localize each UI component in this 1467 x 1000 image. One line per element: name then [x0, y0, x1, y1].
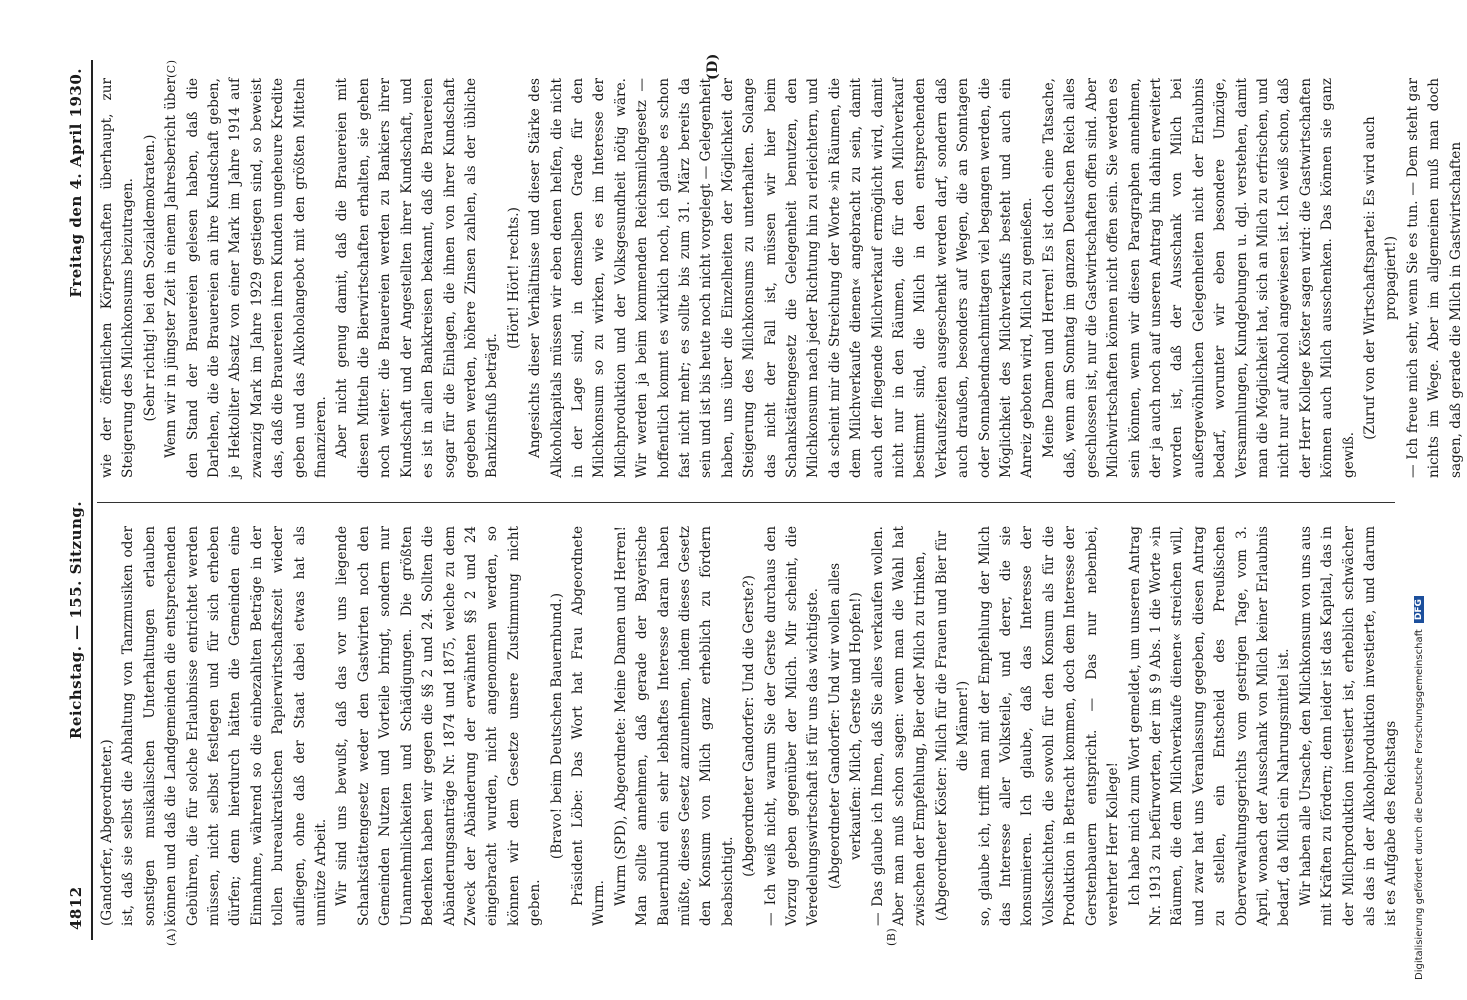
margin-marker-c: (C) — [165, 59, 178, 78]
paragraph: — Ich freue mich sehr, wenn Sie es tun. — Dem steht gar nichts im Wege. Aber im allgemeinen muß man doch sagen, daß gerade die Milch in Gastwirtschaften — [1404, 78, 1464, 478]
right-column — [97, 78, 1467, 478]
interjection: (Zuruf von der Wirtschaftspartei: Es wird auch propagiert!) — [1361, 116, 1400, 440]
margin-marker-a: (A) — [165, 927, 178, 946]
speaker-paragraph: Präsident Löbe: Das Wort hat Frau Abgeordnete Wurm. — [569, 526, 608, 926]
paragraph: Ich habe mich zum Wort gemeldet, um unseren Antrag Nr. 1913 zu befürworten, der im § 9 Abs. 1 die Worte »in Räumen, die dem Milchverkaufe dienen« streichen will, und zwar hat uns Veranlassung gegeben, diesen Antrag zu stellen, ein Entscheid des Preußischen Oberverwaltungsgerichts vom gestrigen Tage, vom 3. April, wonach der Ausschank von Milch keiner Erlaubnis bedarf, da Milch ein Nahrungsmittel ist. — [1126, 526, 1293, 926]
interjection: (Abgeordneter Köster: Milch für die Frauen und Bier für die Männer!) — [933, 530, 972, 922]
paragraph: Meine Damen und Herren! Es ist doch eine Tatsache, daß, wenn am Sonntag im ganzen Deutschen Reich alles geschlossen ist, nur die Gastwirtschaften offen sind. Aber Milchwirtschaften können nicht offen sein. Sie werden es sein können, wenn wir diesen Paragraphen annehmen, der ja auch noch auf unseren Antrag hin dahin erweitert worden ist, daß der Ausschank von Milch bei außergewöhnlichen Gelegenheiten nicht der Erlaubnis bedarf, worunter wir eben besondere Umzüge, Versammlungen, Kundgebungen u. dgl. verstehen, damit man die Möglichkeit hat, sich an Milch zu erfrischen, und nicht nur auf Alkohol angewiesen ist. Ich weiß schon, daß der Herr Kollege Köster sagen wird: die Gastwirtschaften können auch Milch ausschenken. Das können sie ganz gewiß. — [1040, 78, 1357, 478]
page-number: 4812 — [67, 886, 85, 930]
digitization-credit — [1412, 0, 1426, 980]
speaker-paragraph: Wurm (SPD), Abgeordnete: Meine Damen und Herren! Man sollte annehmen, daß gerade der Bayerische Bauernbund ein sehr lebhaftes Interesse daran haben müßte, dieses Gesetz anzunehmen, indem dieses Gesetz den Konsum von Milch ganz erheblich zu fördern beabsichtigt. — [612, 526, 736, 926]
dfg-logo: DFG — [1414, 596, 1424, 623]
margin-marker-b: (B) — [885, 927, 898, 946]
header-rule — [91, 60, 93, 940]
paragraph: — Ich weiß nicht, warum Sie der Gerste durchaus den Vorzug geben gegenüber der Milch. Mir scheint, die Veredelungswirtschaft ist für uns das wichtigste. — [762, 526, 822, 926]
session-title: Reichstag. — 155. Sitzung. — [67, 500, 85, 740]
interjection: (Sehr richtig! bei den Sozialdemokraten.) — [141, 134, 158, 422]
paragraph: so, glaube ich, trifft man mit der Empfehlung der Milch das Interesse aller Volksteile, und derer, die sie konsumieren. Ich glaube, daß das Interesse der Volksschichten, die sowohl für den Konsum als für die Produktion in Betracht kommen, doch dem Interesse der Gerstenbauern entspricht. — Das nur nebenbei, verehrter Herr Kollege! — [976, 526, 1122, 926]
speaker-continuation: (Gandorfer, Abgeordneter.) — [99, 739, 115, 926]
paragraph: wie der öffentlichen Körperschaften überhaupt, zur Steigerung des Milchkonsums beizutragen. — [99, 78, 137, 478]
paragraph: — Das glaube ich Ihnen, daß Sie alles verkaufen wollen. Aber man muß schon sagen: wenn man die Wahl hat zwischen der Empfehlung, Bier oder Milch zu trinken, — [869, 526, 929, 926]
paragraph: Aber nicht genug damit, daß die Brauereien mit diesen Mitteln die Bierwirtschaften erhalten, sie gehen noch weiter: die Brauereien werden zu Bankiers ihrer Kundschaft und der Angestellten ihrer Kundschaft, und es ist in allen Bankkreisen bekannt, daß die Brauereien sogar für die Einlagen, die ihnen von ihrer Kundschaft gegeben werden, höhere Zinsen zahlen, als der übliche Bankzinsfuß beträgt. — [334, 78, 501, 478]
session-date: Freitag den 4. April 1930. — [67, 68, 85, 298]
paragraph: Wenn wir in jüngster Zeit in einem Jahresbericht über den Stand der Brauereien gelesen haben, daß die Darlehen, die die Brauereien an ihre Kundschaft geben, je Hektoliter Absatz von einer Mark im Jahre 1914 auf zwanzig Mark im Jahre 1929 gestiegen sind, so beweist das, daß die Brauereien ihren Kunden ungeheure Kredite geben und das Alkoholangebot mit den größten Mitteln finanzieren. — [163, 78, 330, 478]
page-header — [65, 60, 91, 940]
interjection: (Abgeordneter Gandorfer: Und die Gerste?) — [741, 575, 758, 877]
interjection: (Hört! Hört! rechts.) — [505, 207, 522, 349]
left-column — [97, 526, 1403, 926]
paragraph: Wir haben alle Ursache, den Milchkonsum von uns aus mit Kräften zu fördern; denn leider ist das Kapital, das in der Milchproduktion investiert ist, erheblich schwächer als das in der Alkoholproduktion investierte, und darum ist es Aufgabe des Reichstags — [1297, 526, 1400, 926]
paragraph: ist, daß sie selbst die Abhaltung von Tanzmusiken oder sonstigen musikalischen Unterhaltungen erlauben können und daß die Landgemeinden die entsprechenden Gebühren, die für solche Erlaubnisse entrichtet werden müssen, nicht selbst festlegen und für sich erheben dürfen; denn hierdurch hätten die Gemeinden eine Einnahme, während so die einbezahlten Beträge in der tollen bureaukratischen Papierwirtschaftszeit wieder aufliegen, ohne daß der Staat dabei etwas hat als unnütze Arbeit. — [120, 526, 330, 926]
paragraph: Wir sind uns bewußt, daß das vor uns liegende Schankstättengesetz weder den Gastwirten noch den Gemeinden Nutzen und Vorteile bringt, sondern nur Unannehmlichkeiten und Schädigungen. Die größten Bedenken haben wir gegen die §§ 2 und 24. Sollten die Abänderungsanträge Nr. 1874 und 1875, welche zu dem Zweck der Abänderung der erwähnten §§ 2 und 24 eingebracht wurden, nicht angenommen werden, so können wir dem Gesetze unsere Zustimmung nicht geben. — [334, 526, 544, 926]
column-divider — [97, 502, 1395, 503]
paragraph: Angesichts dieser Verhältnisse und dieser Stärke des Alkoholkapitals müssen wir eben denen helfen, die nicht in der Lage sind, in demselben Grade für den Milchkonsum so zu wirken, wie es im Interesse der Milchproduktion und der Volksgesundheit nötig wäre. Wir werden ja beim kommenden Reichsmilchgesetz — hoffentlich kommt es wirklich noch, ich glaube es schon fast nicht mehr; es sollte bis zum 31. März bereits da sein und ist bis heute noch nicht vorgelegt — Gelegenheit haben, uns über die Einzelheiten der Möglichkeit der Steigerung des Milchkonsums zu unterhalten. Solange das nicht der Fall ist, müssen wir hier beim Schankstättengesetz die Gelegenheit benutzen, den Milchkonsum nach jeder Richtung hin zu erleichtern, und da scheint mir die Streichung der Worte »in Räumen, die dem Milchverkaufe dienen« angebracht zu sein, damit auch der fliegende Milchverkauf ermöglicht wird, damit nicht nur in den Räumen, die für den Milchverkauf bestimmt sind, die Milch in den entsprechenden Verkaufszeiten ausgeschenkt werden darf, sondern daß auch draußen, besonders auf Wegen, die an Sonntagen oder Sonnabendnachmittagen viel begangen werden, die Möglichkeit des Milchverkaufs besteht und auch ein Anreiz geboten wird, Milch zu genießen. — [527, 77, 1036, 478]
interjection: (Abgeordneter Gandorfer: Und wir wollen alles verkaufen: Milch, Gerste und Hopfen!) — [826, 562, 865, 890]
digitization-credit-text: Digitalisierung gefördert durch die Deutsche Forschungsgemeinschaft — [1413, 629, 1425, 980]
interjection: (Bravo! beim Deutschen Bauernbund.) — [548, 592, 565, 860]
margin-marker-d: (D) — [705, 53, 721, 80]
